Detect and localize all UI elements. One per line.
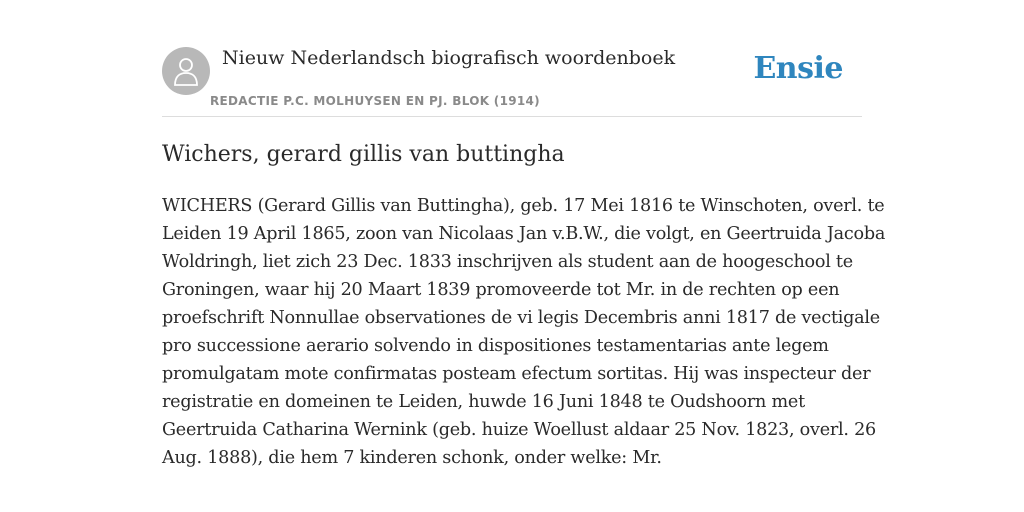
entry-line: Woldringh, liet zich 23 Dec. 1833 inschrijven als student aan de hoogeschool te	[162, 252, 853, 272]
entry-title: Wichers, gerard gillis van buttingha	[162, 142, 565, 167]
entry-line: promulgatam mote confirmatas posteam efectum sortitas. Hij was inspecteur der	[162, 364, 871, 384]
brand-logo[interactable]: Ensie	[753, 51, 843, 86]
entry-line: proefschrift Nonnullae observationes de vi legis Decembris anni 1817 de vectigale	[162, 308, 880, 328]
entry-body	[162, 192, 886, 472]
entry-line: Geertruida Catharina Wernink (geb. huize Woellust aldaar 25 Nov. 1823, overl. 26	[162, 420, 876, 440]
source-header	[162, 0, 862, 117]
source-title[interactable]: Nieuw Nederlandsch biografisch woordenboek	[222, 47, 676, 69]
avatar[interactable]	[162, 47, 210, 95]
entry-line: registratie en domeinen te Leiden, huwde 16 Juni 1848 te Oudshoorn met	[162, 392, 805, 412]
entry-line: Aug. 1888), die hem 7 kinderen schonk, onder welke: Mr.	[162, 448, 662, 468]
entry-line: Leiden 19 April 1865, zoon van Nicolaas Jan v.B.W., die volgt, en Geertruida Jacoba	[162, 224, 886, 244]
entry-line: pro successione aerario solvendo in dispositiones testamentarias ante legem	[162, 336, 829, 356]
entry-card	[162, 0, 886, 512]
source-editors: REDACTIE P.C. MOLHUYSEN EN PJ. BLOK (1914)	[210, 94, 540, 108]
entry-line: WICHERS (Gerard Gillis van Buttingha), geb. 17 Mei 1816 te Winschoten, overl. te	[162, 196, 885, 216]
entry-line: Groningen, waar hij 20 Maart 1839 promoveerde tot Mr. in de rechten op een	[162, 280, 840, 300]
user-silhouette-icon	[172, 56, 200, 86]
